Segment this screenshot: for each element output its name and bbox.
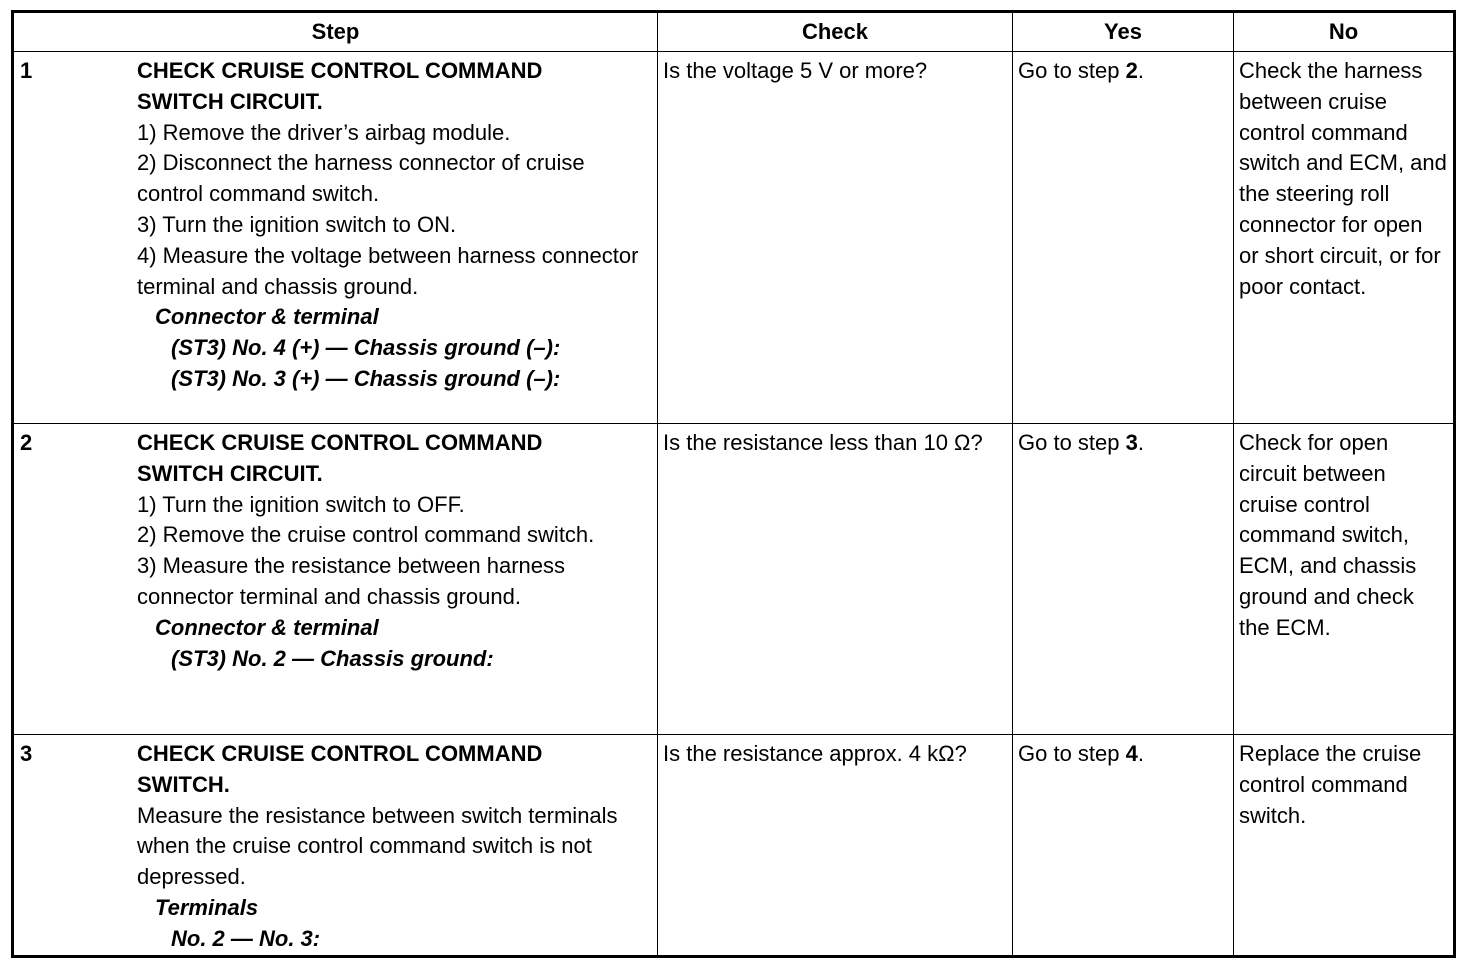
no-action: Replace the cruise control command switch. xyxy=(1239,741,1422,828)
yes-cell xyxy=(1013,52,1234,424)
procedure-step: 1) Remove the driver’s airbag module. xyxy=(137,119,511,145)
procedure-step: Measure the resistance between switch terminals when the cruise control command switch is not depressed. xyxy=(137,802,618,890)
yes-step-number: 3 xyxy=(1125,430,1138,455)
step-cell xyxy=(13,52,658,424)
procedure-step: 4) Measure the voltage between harness connector terminal and chassis ground. xyxy=(137,242,639,299)
check-question: Is the voltage 5 V or more? xyxy=(663,58,928,83)
step-number: 1 xyxy=(20,58,33,83)
yes-cell xyxy=(1013,735,1234,957)
header-step: Step xyxy=(13,12,658,52)
check-cell xyxy=(658,52,1013,424)
diagnostic-table xyxy=(11,10,1456,958)
yes-action: Go to step 2. xyxy=(1018,58,1144,83)
no-cell xyxy=(1234,52,1455,424)
no-action: Check for open circuit between cruise control command switch, ECM, and chassis ground and check the ECM. xyxy=(1239,430,1417,640)
no-cell xyxy=(1234,424,1455,735)
procedure-step: 3) Turn the ignition switch to ON. xyxy=(137,211,457,237)
spec-item: (ST3) No. 4 (+) — Chassis ground (–): xyxy=(171,335,561,361)
spec-item: No. 2 — No. 3: xyxy=(171,925,321,951)
yes-action: Go to step 4. xyxy=(1018,741,1144,766)
procedure-step: 1) Turn the ignition switch to OFF. xyxy=(137,491,465,517)
yes-action: Go to step 3. xyxy=(1018,430,1144,455)
check-cell xyxy=(658,735,1013,957)
spec-item: (ST3) No. 2 — Chassis ground: xyxy=(171,645,494,671)
yes-step-number: 4 xyxy=(1125,741,1138,766)
header-row xyxy=(13,12,1455,52)
spec-label: Connector & terminal xyxy=(155,304,379,330)
spec-item: (ST3) No. 3 (+) — Chassis ground (–): xyxy=(171,365,561,391)
check-cell xyxy=(658,424,1013,735)
step-body xyxy=(137,424,657,674)
table-row xyxy=(13,735,1455,957)
no-cell xyxy=(1234,735,1455,957)
table-row xyxy=(13,52,1455,424)
header-no: No xyxy=(1234,12,1455,52)
header-check: Check xyxy=(658,12,1013,52)
table-row xyxy=(13,424,1455,735)
check-question: Is the resistance less than 10 Ω? xyxy=(663,430,983,455)
step-cell xyxy=(13,735,658,957)
step-title: CHECK CRUISE CONTROL COMMAND SWITCH. xyxy=(137,741,543,797)
step-body xyxy=(137,52,657,395)
yes-cell xyxy=(1013,424,1234,735)
step-number: 3 xyxy=(20,741,33,766)
step-cell xyxy=(13,424,658,735)
procedure-step: 3) Measure the resistance between harness connector terminal and chassis ground. xyxy=(137,553,566,609)
header-yes: Yes xyxy=(1013,12,1234,52)
step-title: CHECK CRUISE CONTROL COMMAND SWITCH CIRCUIT. xyxy=(137,58,543,114)
step-body xyxy=(137,735,657,955)
procedure-step: 2) Disconnect the harness connector of cruise control command switch. xyxy=(137,150,585,207)
step-number: 2 xyxy=(20,430,33,455)
step-title: CHECK CRUISE CONTROL COMMAND SWITCH CIRCUIT. xyxy=(137,430,543,486)
spec-label: Terminals xyxy=(155,894,259,920)
no-action: Check the harness between cruise control command switch and ECM, and the steering roll connector for open or short circuit, or for poor contact. xyxy=(1239,58,1447,299)
check-question: Is the resistance approx. 4 kΩ? xyxy=(663,741,967,766)
spec-label: Connector & terminal xyxy=(155,614,379,640)
procedure-step: 2) Remove the cruise control command switch. xyxy=(137,522,595,548)
yes-step-number: 2 xyxy=(1125,58,1138,83)
